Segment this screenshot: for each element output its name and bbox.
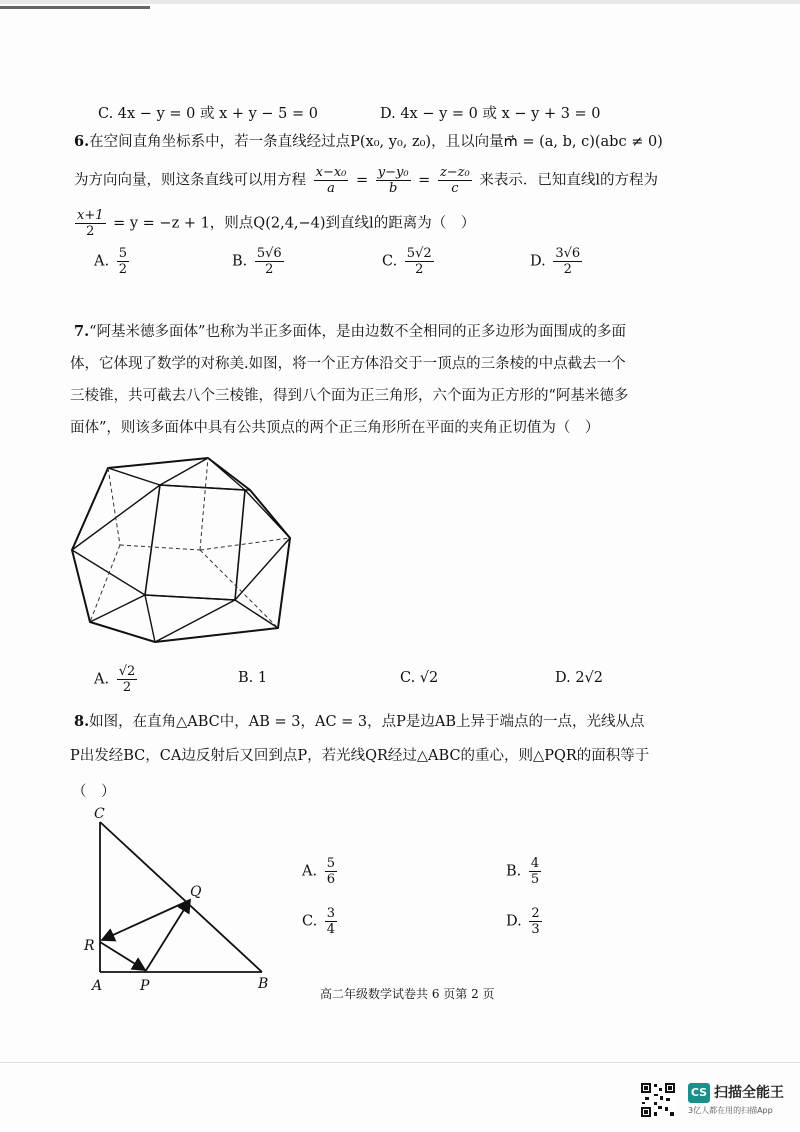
q8-line1	[74, 712, 645, 732]
q7-text1: “阿基米德多面体”也称为半正多面体，是由边数不全相同的正多边形为面围成的多面	[89, 324, 626, 340]
q6-option-a[interactable]	[94, 246, 132, 277]
q7-option-a[interactable]	[94, 664, 140, 695]
q7-line1	[74, 322, 626, 342]
q6-eq-frac2	[376, 165, 411, 196]
q8-option-b[interactable]	[506, 856, 544, 887]
front-square-face	[145, 485, 245, 600]
q6-text2: 为方向向量，则这条直线可以用方程	[74, 172, 306, 189]
triangle-figure	[80, 800, 280, 995]
q8-c-num: 3	[326, 906, 336, 921]
q5-option-c[interactable]: C. 4x − y = 0 或 x + y − 5 = 0	[98, 106, 318, 122]
frac1-num: x−x₀	[315, 165, 347, 180]
q6-line2: 为方向向量，则这条直线可以用方程 $\frac{\text{x−x₀}}{a}$ = $\frac{\text{y−y₀}}{b}$ = $\frac{\text{z−z₀}}{c}$ 来表示．已知直线l的方程为	[74, 165, 658, 196]
q8-line3: （ ）	[72, 784, 116, 800]
archimedean-polyhedron-figure	[60, 450, 310, 650]
q8-text1: 如图，在直角△ABC中，AB = 3，AC = 3，点P是边AB上异于端点的一点，光线从点	[89, 714, 645, 730]
q6-c-label: C.	[382, 253, 398, 270]
q6-line1	[74, 132, 663, 152]
q8-d-num: 2	[531, 906, 540, 921]
label-p: P	[140, 978, 150, 994]
q7-option-c[interactable]: C. √2	[400, 670, 439, 686]
q7-line4: 面体”，则该多面体中具有公共顶点的两个正三角形所在平面的夹角正切值为（ ）	[70, 420, 600, 436]
frac2-den: b	[389, 181, 398, 196]
q8-d-den: 3	[531, 922, 540, 937]
q8-b-den: 5	[530, 872, 540, 887]
label-q: Q	[190, 884, 202, 900]
q6-d-label: D.	[530, 253, 546, 270]
line-eq-num: x+1	[77, 208, 104, 223]
q6-option-c[interactable]	[382, 246, 437, 277]
q6-b-den: 2	[265, 262, 274, 277]
q6-text3: = y = −z + 1，则点Q(2,4,−4)到直线l的距离为（ ）	[113, 215, 476, 232]
frac3-num: z−z₀	[439, 165, 470, 180]
q6-option-d[interactable]	[530, 246, 585, 277]
label-c: C	[94, 806, 105, 822]
q8-option-c[interactable]	[302, 906, 340, 937]
line-eq-den: 2	[86, 224, 95, 239]
q7-option-d[interactable]: D. 2√2	[555, 670, 604, 686]
q6-d-den: 2	[563, 262, 572, 277]
camscanner-title: 扫描全能王	[714, 1085, 784, 1101]
q6-eq-frac1	[314, 165, 349, 196]
q6-b-num: 5√6	[256, 246, 282, 261]
q6-b-label: B.	[232, 253, 248, 270]
top-edge	[0, 0, 800, 4]
q6-option-b[interactable]	[232, 246, 287, 277]
q6-line3	[72, 208, 475, 239]
q6-a-num: 5	[118, 246, 127, 261]
q6-text2-post: 来表示．已知直线l的方程为	[479, 172, 658, 189]
q7-line2: 体，它体现了数学的对称美.如图，将一个正方体沿交于一顶点的三条棱的中点截去一个	[70, 356, 626, 372]
frac3-den: c	[451, 181, 459, 196]
label-b: B	[258, 976, 269, 992]
qr-code-icon	[640, 1082, 676, 1118]
q7-line3: 三棱锥，共可截去八个三棱锥，得到八个面为正三角形，六个面为正方形的“阿基米德多	[70, 388, 629, 404]
q7-a-label: A.	[94, 671, 110, 688]
q8-b-num: 4	[530, 856, 540, 871]
frac1-den: a	[327, 181, 335, 196]
ray-r-to-p	[100, 942, 145, 970]
q8-option-d[interactable]	[506, 906, 545, 937]
q7-a-den: 2	[122, 680, 132, 695]
q6-text1: 在空间直角坐标系中，若一条直线经过点P(x₀, y₀, z₀)，且以向量m⃗ = (a, b, c)(abc ≠ 0)	[89, 134, 663, 150]
page-footer: 高二年级数学试卷共 6 页第 2 页	[320, 987, 495, 1001]
q6-a-den: 2	[118, 262, 127, 277]
q8-a-den: 6	[326, 872, 335, 887]
q6-c-den: 2	[415, 262, 424, 277]
scan-artifact	[0, 6, 150, 9]
q8-number: 8.	[74, 713, 90, 730]
q6-number: 6.	[74, 133, 90, 150]
q8-a-num: 5	[326, 856, 335, 871]
q7-option-b[interactable]: B. 1	[238, 670, 268, 686]
q6-a-label: A.	[94, 253, 110, 270]
q7-a-num: √2	[118, 664, 136, 679]
label-a: A	[92, 978, 103, 994]
camscanner-subtitle: 3亿人都在用的扫描App	[688, 1106, 773, 1115]
q6-d-num: 3√6	[555, 246, 581, 261]
label-r: R	[84, 938, 95, 954]
q8-c-label: C.	[302, 913, 318, 930]
q6-c-num: 5√2	[406, 246, 432, 261]
q8-b-label: B.	[506, 863, 522, 880]
q8-d-label: D.	[506, 913, 522, 930]
q8-option-a[interactable]	[302, 856, 340, 887]
q7-number: 7.	[74, 323, 90, 340]
bottom-divider	[0, 1062, 800, 1063]
q8-a-label: A.	[302, 863, 318, 880]
camscanner-logo: CS	[688, 1083, 710, 1103]
q6-line-eq-frac	[75, 208, 106, 239]
q8-line2: P出发经BC，CA边反射后又回到点P，若光线QR经过△ABC的重心，则△PQR的面积等于	[70, 748, 650, 764]
frac2-num: y−y₀	[377, 165, 409, 180]
q6-eq-frac3	[438, 165, 472, 196]
side-bc	[100, 822, 262, 972]
q5-option-d[interactable]: D. 4x − y = 0 或 x − y + 3 = 0	[380, 106, 601, 122]
q8-c-den: 4	[326, 922, 336, 937]
